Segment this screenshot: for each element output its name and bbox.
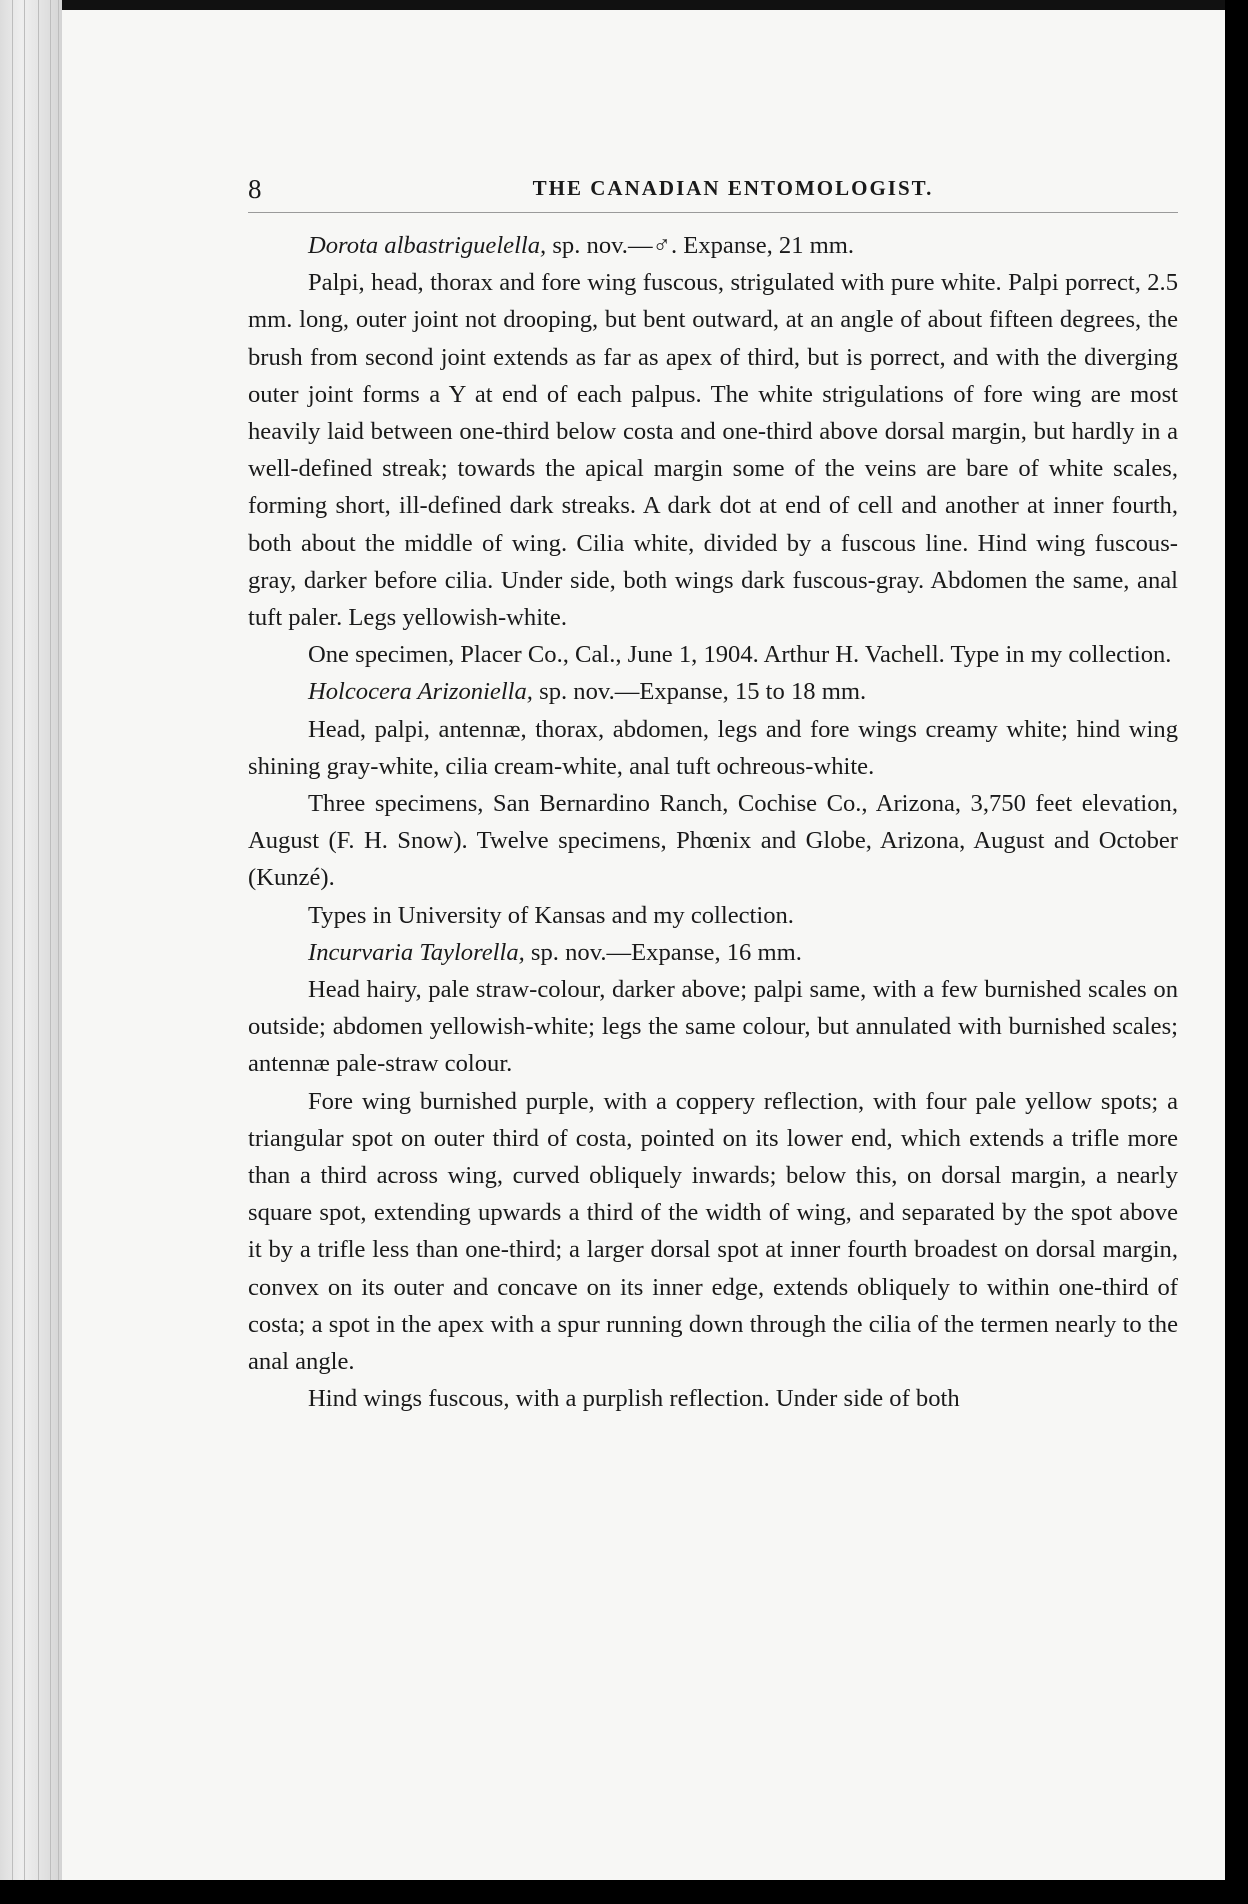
paragraph: Hind wings fuscous, with a purplish reflection. Under side of both bbox=[308, 1385, 960, 1413]
page-header bbox=[248, 170, 1178, 213]
running-title: THE CANADIAN ENTOMOLOGIST. bbox=[532, 176, 934, 200]
scan-border-right bbox=[1225, 0, 1248, 1904]
paragraph-species-heading: Incurvaria Taylorella, sp. nov.—Expanse, 16 mm. bbox=[308, 938, 802, 966]
paragraph: Fore wing burnished purple, with a coppery reflection, with four pale yellow spots; a triangular spot on outer third of costa, pointed on its lower end, which extends a trifle more than a third across wing, curved obliquely inwards; below this, on dorsal margin, a nearly square spot, extending upwards a third of the width of wing, and separated by the spot above it by a trifle less than one-third; a larger dorsal spot at inner fourth broadest on dorsal margin, convex on its outer and concave on its inner edge, extends obliquely to within one-third of costa; a spot in the apex with a spur running down through the cilia of the termen nearly to the anal angle. bbox=[248, 1087, 1178, 1376]
page-top-edge bbox=[60, 0, 1225, 10]
paragraph: Head, palpi, antennæ, thorax, abdomen, legs and fore wings creamy white; hind wing shining gray-white, cilia cream-white, anal tuft ochreous-white. bbox=[248, 715, 1178, 780]
paragraph: Three specimens, San Bernardino Ranch, Cochise Co., Arizona, 3,750 feet elevation, August (F. H. Snow). Twelve specimens, Phœnix and Globe, Arizona, August and October (Kunzé). bbox=[248, 790, 1178, 892]
book-gutter bbox=[0, 0, 62, 1880]
paragraph-species-heading: Holcocera Arizoniella, sp. nov.—Expanse, 15 to 18 mm. bbox=[308, 678, 867, 706]
species-name: Dorota albastriguelella, bbox=[308, 232, 547, 259]
paragraph: Head hairy, pale straw-colour, darker above; palpi same, with a few burnished scales on outside; abdomen yellowish-white; legs the same colour, but annulated with burnished scales; antennæ pale-straw colour. bbox=[248, 976, 1178, 1078]
paragraph-species-heading: Dorota albastriguelella, sp. nov.—♂. Expanse, 21 mm. bbox=[308, 232, 855, 259]
paragraph: Palpi, head, thorax and fore wing fuscous, strigulated with pure white. Palpi porrect, 2.5 mm. long, outer joint not drooping, but bent outward, at an angle of about fifteen degrees, the brush from second joint extends as far as apex of third, but is porrect, and with the diverging outer joint forms a Y at end of each palpus. The white strigulations of fore wing are most heavily laid between one-third below costa and one-third above dorsal margin, but hardly in a well-defined streak; towards the apical margin some of the veins are bare of white scales, forming short, ill-defined dark streaks. A dark dot at end of cell and another at inner fourth, both about the middle of wing. Cilia white, divided by a fuscous line. Hind wing fuscous-gray, darker before cilia. Under side, both wings dark fuscous-gray. Abdomen the same, anal tuft paler. Legs yellowish-white. bbox=[248, 269, 1178, 632]
paragraph: Types in University of Kansas and my collection. bbox=[308, 901, 794, 929]
page-content bbox=[248, 170, 1178, 1418]
species-name: Holcocera Arizoniella, bbox=[308, 678, 533, 706]
paragraph: One specimen, Placer Co., Cal., June 1, 1904. Arthur H. Vachell. Type in my collection. bbox=[308, 641, 1172, 669]
species-name: Incurvaria Taylorella, bbox=[308, 938, 525, 966]
page-number: 8 bbox=[248, 174, 262, 204]
scan-border-bottom bbox=[0, 1880, 1248, 1904]
body-text bbox=[248, 227, 1178, 1418]
